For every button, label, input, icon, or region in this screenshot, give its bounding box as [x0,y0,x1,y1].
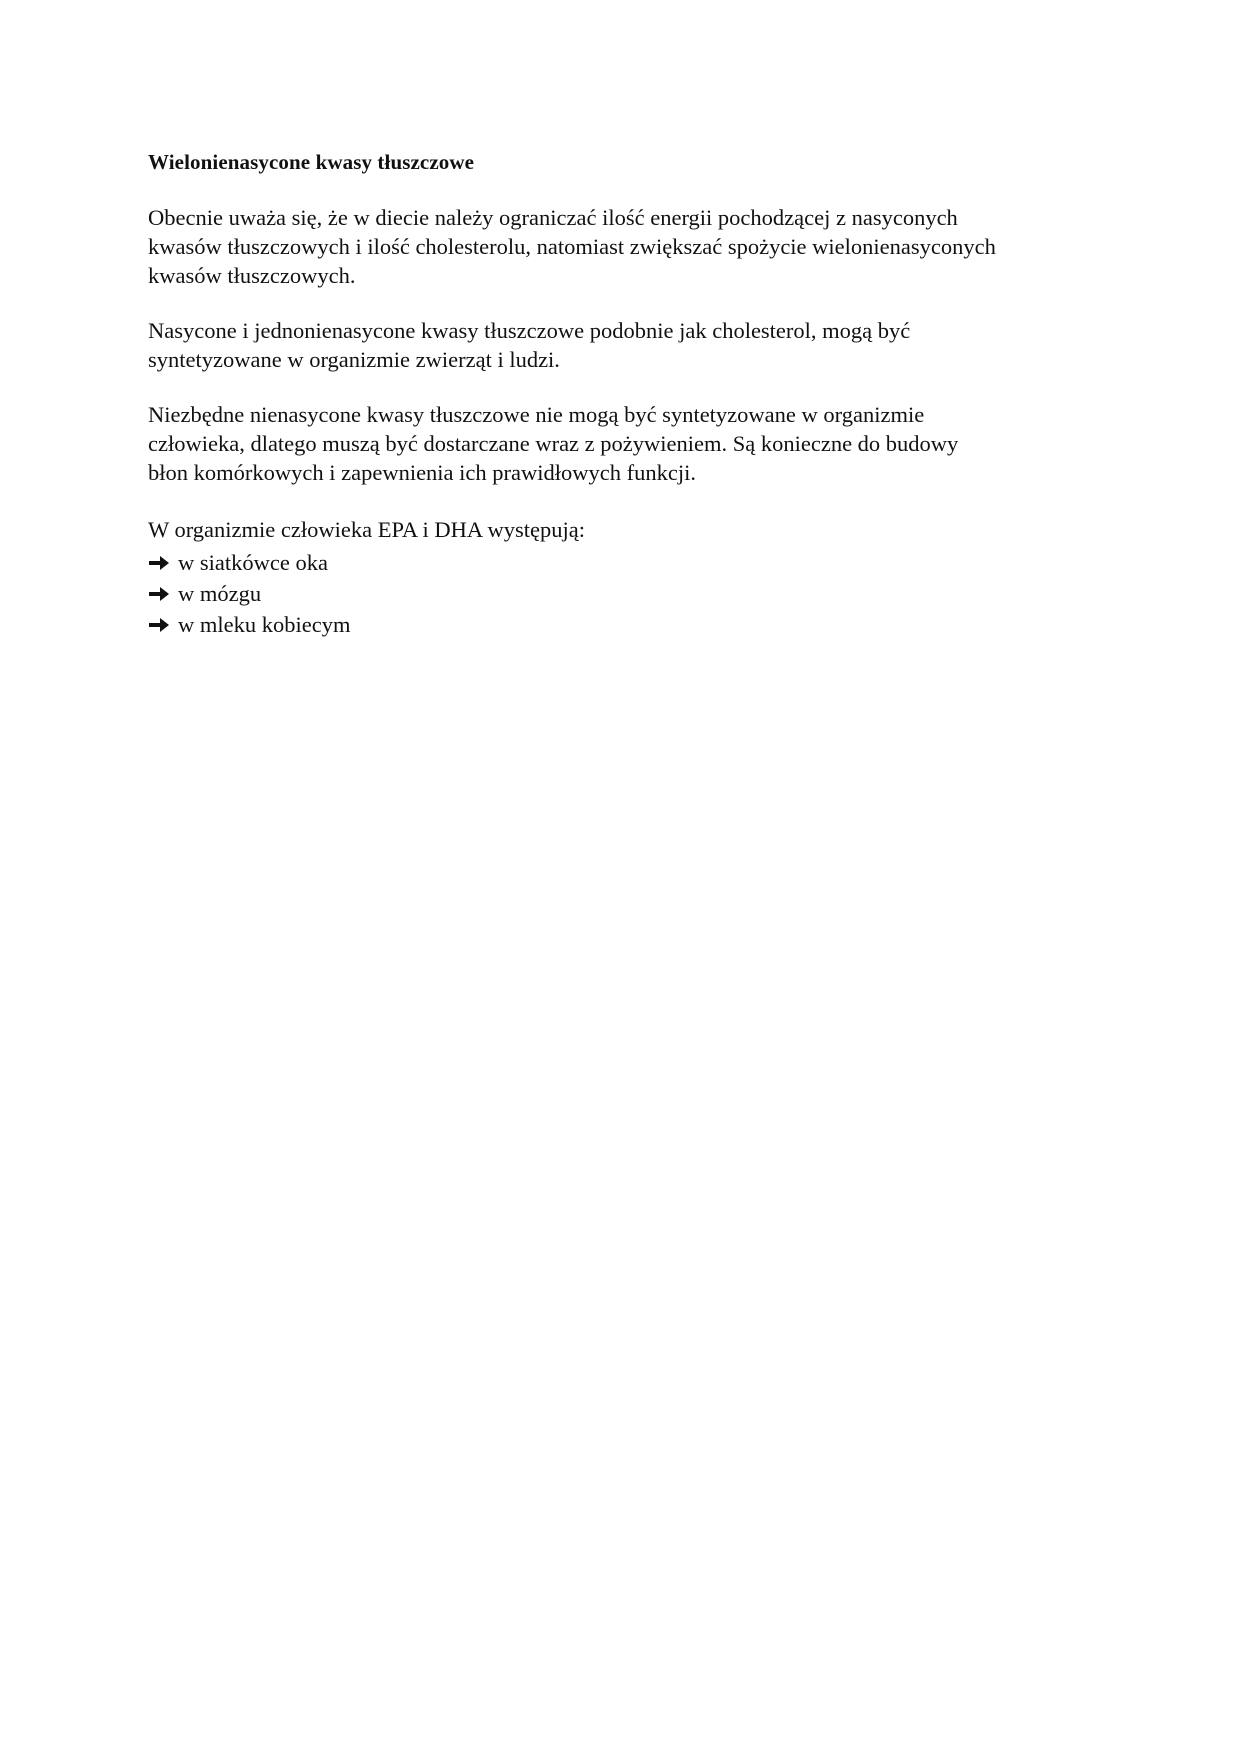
paragraph-line: błon komórkowych i zapewnienia ich prawidłowych funkcji. [148,460,696,485]
arrow-right-icon [148,615,170,635]
paragraph-line: Nasycone i jednonienasycone kwasy tłuszczowe podobnie jak cholesterol, mogą być [148,318,911,343]
document-content [148,147,1108,640]
list-item [148,547,1108,578]
list-item-text: w mleku kobiecym [178,612,351,637]
document-title: Wielonienasycone kwasy tłuszczowe [148,150,475,174]
paragraph-line: kwasów tłuszczowych. [148,263,356,288]
list-item [148,578,1108,609]
arrow-right-icon [148,584,170,604]
paragraph-essential-acids [148,400,1108,487]
paragraph-line: kwasów tłuszczowych i ilość cholesterolu, natomiast zwiększać spożycie wielonienasyconych [148,234,996,259]
paragraph-line: Obecnie uważa się, że w diecie należy ograniczać ilość energii pochodzącej z nasyconych [148,205,958,230]
occurrence-list [148,547,1108,640]
paragraph-line: człowieka, dlatego muszą być dostarczane wraz z pożywieniem. Są konieczne do budowy [148,431,959,456]
paragraph-diet-recommendation [148,203,1108,290]
list-intro: W organizmie człowieka EPA i DHA występują: [148,517,586,542]
list-item-text: w siatkówce oka [178,550,328,575]
arrow-right-icon [148,553,170,573]
list-item [148,609,1108,640]
paragraph-synthesis [148,316,1108,374]
paragraph-line: syntetyzowane w organizmie zwierząt i ludzi. [148,347,560,372]
paragraph-line: Niezbędne nienasycone kwasy tłuszczowe nie mogą być syntetyzowane w organizmie [148,402,925,427]
list-item-text: w mózgu [178,581,262,606]
